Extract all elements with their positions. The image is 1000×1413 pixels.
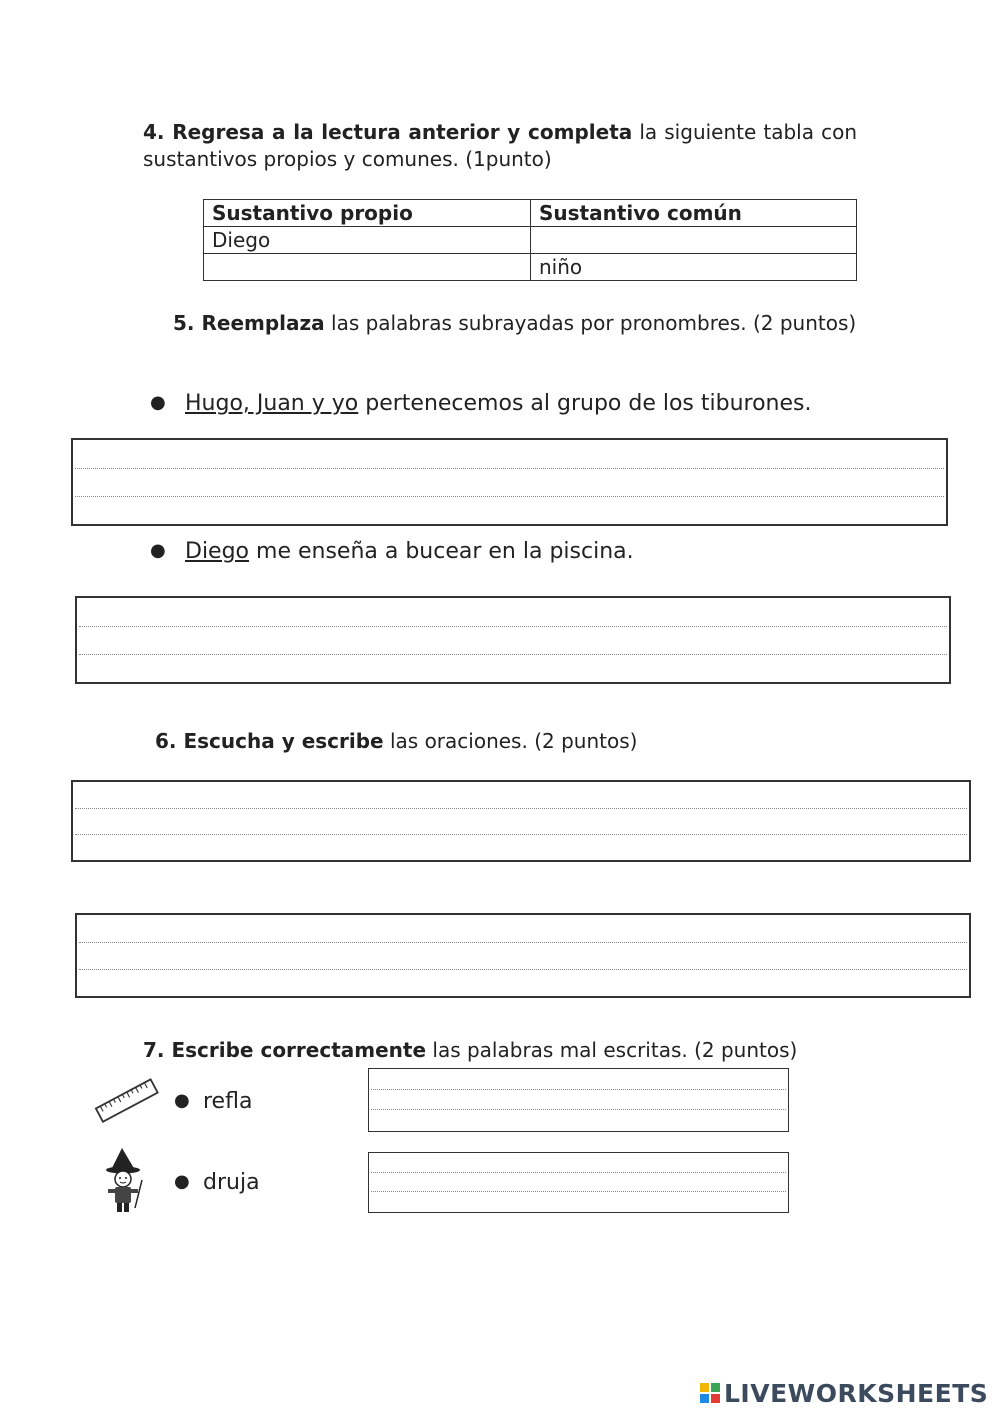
header-proper-noun: Sustantivo propio: [204, 200, 531, 227]
answer-input-q6-2[interactable]: [87, 944, 959, 972]
answer-input-q7-2[interactable]: [379, 1170, 778, 1198]
q4-instruction: [143, 119, 857, 173]
answer-box-q6-2[interactable]: [75, 913, 971, 998]
answer-box-q5-2[interactable]: [75, 596, 951, 684]
answer-box-q6-1[interactable]: [71, 780, 971, 862]
cell-common-1[interactable]: [531, 227, 857, 254]
bullet-icon: ●: [174, 1171, 190, 1192]
q7-title-rest: las palabras mal escritas. (2 puntos): [426, 1038, 798, 1062]
answer-input-q6-1[interactable]: [83, 810, 959, 838]
misspelled-word: druja: [203, 1170, 260, 1195]
answer-box-q5-1[interactable]: [71, 438, 948, 526]
logo-block: [711, 1394, 720, 1403]
logo-block: [700, 1394, 709, 1403]
q7-title-bold: 7. Escribe correctamente: [143, 1038, 427, 1062]
q6-title-bold: 6. Escucha y escribe: [155, 729, 384, 753]
sentence-rest: pertenecemos al grupo de los tiburones.: [358, 391, 812, 416]
bullet-icon: ●: [150, 540, 166, 561]
table-row: [204, 254, 857, 281]
logo-block: [700, 1383, 709, 1392]
q4-title-rest: la siguiente tabla con sustantivos propios y comunes. (1punto): [143, 120, 858, 171]
q5-instruction: [173, 310, 857, 337]
logo-blocks-icon: [700, 1383, 720, 1403]
sentence-rest: me enseña a bucear en la piscina.: [249, 539, 634, 564]
underlined-words: Diego: [185, 539, 250, 564]
answer-input-q5-2[interactable]: [87, 628, 939, 656]
q6-title-rest: las oraciones. (2 puntos): [383, 729, 638, 753]
cell-proper-1: Diego: [204, 227, 531, 254]
ruler-icon: [92, 1075, 162, 1127]
underlined-words: Hugo, Juan y yo: [185, 391, 359, 416]
cell-common-2: niño: [531, 254, 857, 281]
cell-proper-2[interactable]: [204, 254, 531, 281]
q5-title-rest: las palabras subrayadas por pronombres. (2 puntos): [324, 311, 857, 335]
answer-box-q7-1[interactable]: [368, 1068, 789, 1132]
answer-input-q7-1[interactable]: [379, 1087, 778, 1115]
brand-name: LIVEWORKSHEETS: [724, 1378, 989, 1408]
nouns-table: [203, 199, 857, 281]
q4-title-bold: 4. Regresa a la lectura anterior y completa: [143, 120, 633, 144]
answer-box-q7-2[interactable]: [368, 1152, 789, 1213]
liveworksheets-logo: [700, 1377, 988, 1409]
q7-instruction: [143, 1037, 857, 1064]
logo-block: [711, 1383, 720, 1392]
answer-input-q5-1[interactable]: [83, 470, 936, 498]
bullet-icon: ●: [150, 392, 166, 413]
table-row: [204, 227, 857, 254]
table-header-row: [204, 200, 857, 227]
q6-instruction: [155, 728, 855, 755]
q5-title-bold: 5. Reemplaza: [173, 311, 325, 335]
witch-icon: [98, 1146, 152, 1216]
header-common-noun: Sustantivo común: [531, 200, 857, 227]
bullet-icon: ●: [174, 1090, 190, 1111]
misspelled-word: refla: [203, 1089, 253, 1114]
